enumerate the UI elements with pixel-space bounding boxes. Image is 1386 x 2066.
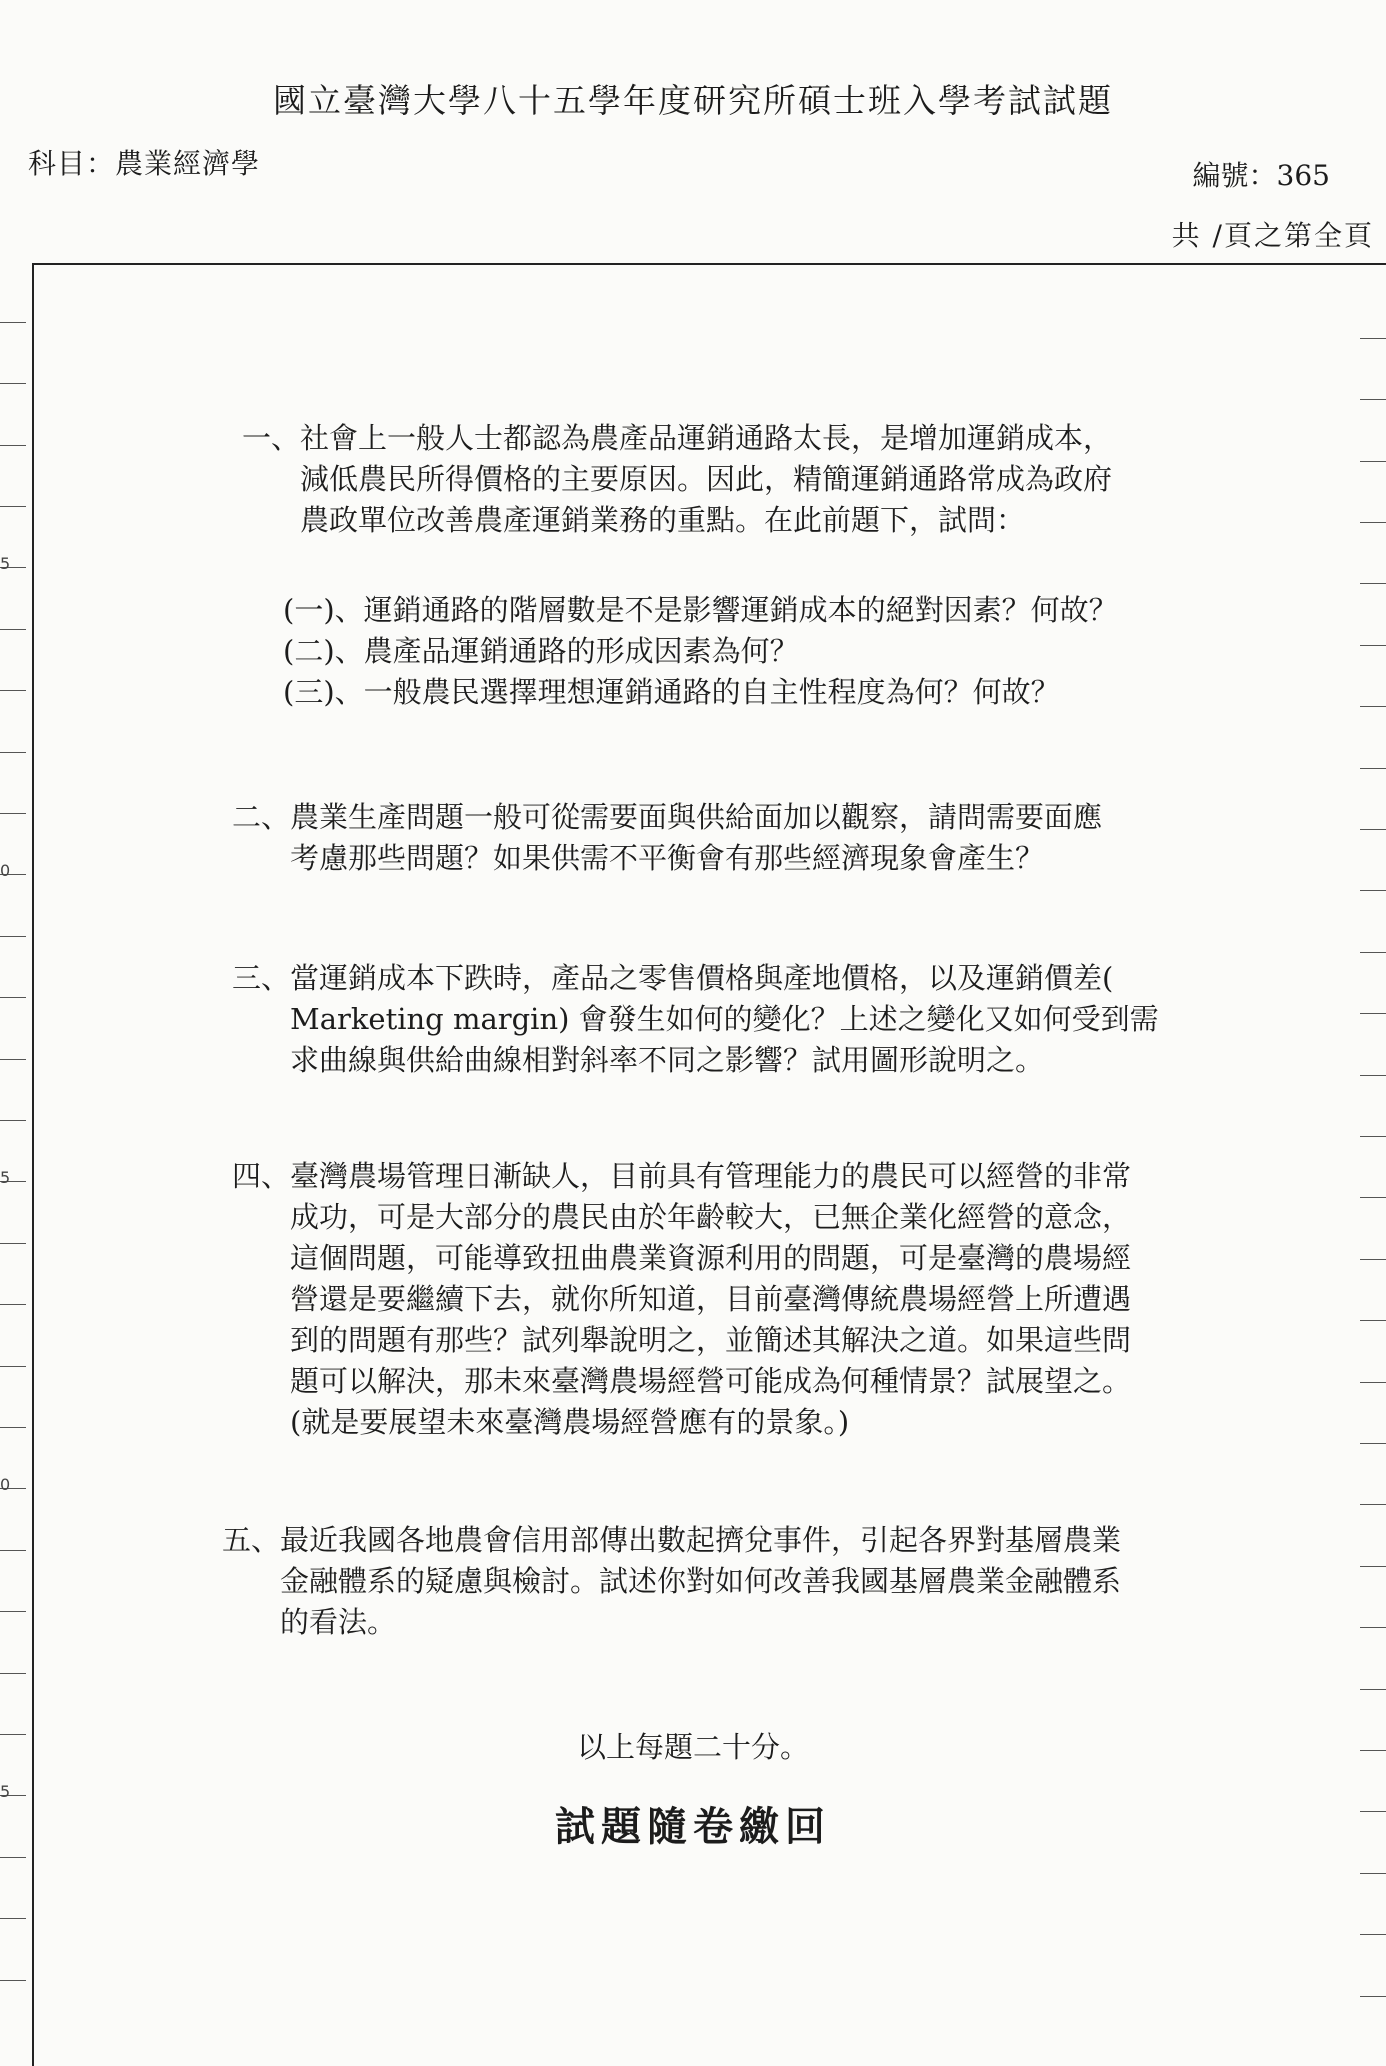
margin-tick [1360,1811,1386,1812]
page-count: 共 /頁之第全頁 [1171,219,1374,252]
question-line: 農政單位改善農產運銷業務的重點。在此前題下，試問： [300,503,1026,537]
question-line: 營還是要繼續下去，就你所知道，目前臺灣傳統農場經營上所遭遇 [290,1282,1132,1316]
question-number: 一、 [242,421,301,455]
sub-question-2: (二)、農產品運銷通路的形成因素為何？ [283,634,799,668]
margin-tick [1360,1136,1386,1137]
margin-tick [0,383,26,384]
margin-tick [0,1243,26,1244]
question-line: Marketing margin) 會發生如何的變化？上述之變化又如何受到需 [290,1002,1159,1036]
margin-tick [1360,890,1386,891]
margin-tick [0,690,26,691]
margin-number: 5 [0,1782,11,1801]
margin-tick [1360,645,1386,646]
margin-tick [1360,399,1386,400]
margin-tick [1360,1013,1386,1014]
question-line: 最近我國各地農會信用部傳出數起擠兌事件，引起各界對基層農業 [280,1523,1122,1557]
margin-tick [1360,1504,1386,1505]
margin-number: 0 [0,861,11,880]
question-line: 到的問題有那些？試列舉說明之，並簡述其解決之道。如果這些問 [290,1323,1132,1357]
margin-tick [1360,1873,1386,1874]
scoring-note: 以上每題二十分。 [576,1730,809,1764]
margin-tick [1360,952,1386,953]
margin-tick [1360,1689,1386,1690]
margin-tick [1360,706,1386,707]
margin-tick [1360,1996,1386,1997]
sub-question-3: (三)、一般農民選擇理想運銷通路的自主性程度為何？何故？ [283,675,1060,709]
margin-tick [1360,1750,1386,1751]
margin-tick [0,1611,26,1612]
question-line: 題可以解決，那未來臺灣農場經營可能成為何種情景？試展望之。 [290,1364,1132,1398]
margin-tick [0,997,26,998]
margin-tick [0,1059,26,1060]
margin-tick [1360,1627,1386,1628]
margin-tick [0,1673,26,1674]
question-number: 三、 [232,961,291,995]
margin-tick [1360,461,1386,462]
question-line: 成功，可是大部分的農民由於年齡較大，已無企業化經營的意念， [290,1200,1132,1234]
margin-tick [1360,1382,1386,1383]
question-line: 這個問題，可能導致扭曲農業資源利用的問題，可是臺灣的農場經 [290,1241,1132,1275]
margin-tick [0,1550,26,1551]
margin-tick [0,1734,26,1735]
margin-tick [0,1980,26,1981]
margin-tick [1360,768,1386,769]
margin-tick [0,936,26,937]
question-number: 四、 [232,1159,291,1193]
margin-tick [1360,1075,1386,1076]
question-line: 農業生產問題一般可從需要面與供給面加以觀察，請問需要面應 [290,800,1103,834]
question-line: 臺灣農場管理日漸缺人，目前具有管理能力的農民可以經營的非常 [290,1159,1132,1193]
margin-tick [1360,1320,1386,1321]
margin-tick [1360,1197,1386,1198]
margin-tick [0,506,26,507]
question-number: 五、 [222,1523,281,1557]
question-line: 當運銷成本下跌時，產品之零售價格與產地價格，以及運銷價差( [290,961,1114,995]
question-1 [242,418,1113,541]
margin-tick [1360,1934,1386,1935]
question-line: 社會上一般人士都認為農產品運銷通路太長，是增加運銷成本， [300,421,1113,455]
question-line: 求曲線與供給曲線相對斜率不同之影響？試用圖形說明之。 [290,1043,1045,1077]
question-2 [232,797,1103,879]
question-5 [222,1520,1122,1643]
margin-tick [0,1918,26,1919]
margin-number: 0 [0,1475,11,1494]
margin-tick [0,629,26,630]
question-line: (就是要展望未來臺灣農場經營應有的景象。) [290,1405,850,1439]
question-line: 金融體系的疑慮與檢討。試述你對如何改善我國基層農業金融體系 [280,1564,1122,1598]
margin-tick [1360,1566,1386,1567]
margin-tick [0,445,26,446]
question-3 [232,958,1159,1081]
margin-tick [1360,829,1386,830]
question-line: 減低農民所得價格的主要原因。因此，精簡運銷通路常成為政府 [300,462,1113,496]
margin-tick [1360,1259,1386,1260]
margin-tick [0,1366,26,1367]
question-number: 二、 [232,800,291,834]
margin-tick [0,1120,26,1121]
margin-tick [0,1857,26,1858]
return-instruction: 試題隨卷繳回 [555,1803,831,1850]
margin-tick [1360,338,1386,339]
exam-title: 國立臺灣大學八十五學年度研究所碩士班入學考試試題 [273,81,1113,120]
exam-code: 編號：365 [1192,159,1330,192]
margin-tick [0,1427,26,1428]
margin-tick [1360,522,1386,523]
question-line: 考慮那些問題？如果供需不平衡會有那些經濟現象會產生？ [290,841,1045,875]
margin-number: 5 [0,1168,11,1187]
sub-question-1: (一)、運銷通路的階層數是不是影響運銷成本的絕對因素？何故？ [283,593,1118,627]
margin-tick [1360,1443,1386,1444]
margin-number: 5 [0,554,11,573]
subject-label: 科目：農業經濟學 [28,147,261,180]
margin-tick [0,813,26,814]
margin-tick [1360,583,1386,584]
margin-tick [0,752,26,753]
question-4 [232,1156,1132,1443]
margin-tick [0,1304,26,1305]
question-line: 的看法。 [280,1605,397,1639]
margin-tick [0,322,26,323]
